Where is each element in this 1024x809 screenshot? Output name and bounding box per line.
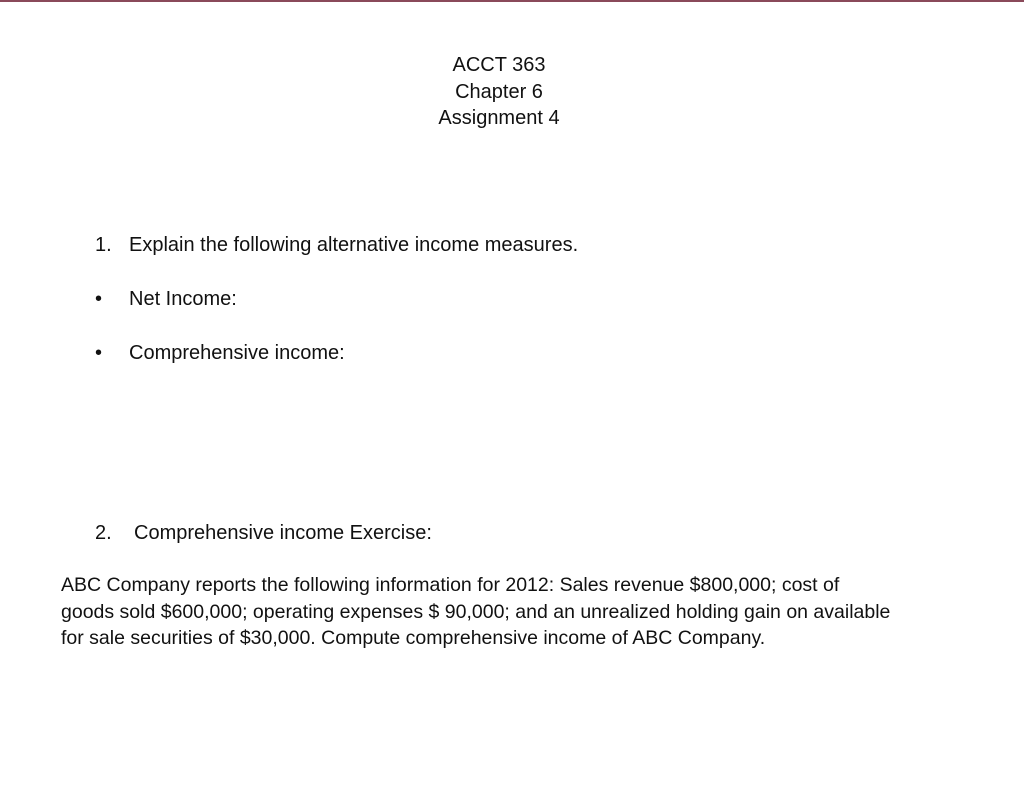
- bullet-item-label: Net Income:: [129, 288, 237, 310]
- document-header: [0, 52, 998, 132]
- question-1: [95, 233, 578, 257]
- question-1-text: Explain the following alternative income measures.: [129, 234, 579, 256]
- question-1-number: 1.: [95, 234, 112, 256]
- exercise-line: for sale securities of $30,000. Compute comprehensive income of ABC Company.: [61, 627, 766, 649]
- exercise-paragraph: [61, 572, 961, 652]
- exercise-line: goods sold $600,000; operating expenses $ 90,000; and an unrealized holding gain on available: [61, 600, 891, 623]
- bullet-icon: •: [95, 342, 103, 364]
- question-2-number: 2.: [95, 522, 112, 544]
- bullet-icon: •: [95, 288, 103, 310]
- course-title: ACCT 363: [452, 54, 546, 76]
- bullet-item-comprehensive-income: [95, 341, 345, 365]
- top-border-line: [0, 0, 1024, 2]
- bullet-item-label: Comprehensive income:: [129, 342, 345, 364]
- question-2: [95, 521, 432, 545]
- question-2-text: Comprehensive income Exercise:: [134, 522, 432, 544]
- bullet-item-net-income: [95, 287, 237, 311]
- exercise-line: ABC Company reports the following information for 2012: Sales revenue $800,000; cost of: [61, 574, 840, 596]
- chapter-title: Chapter 6: [455, 80, 543, 103]
- assignment-title: Assignment 4: [438, 107, 560, 129]
